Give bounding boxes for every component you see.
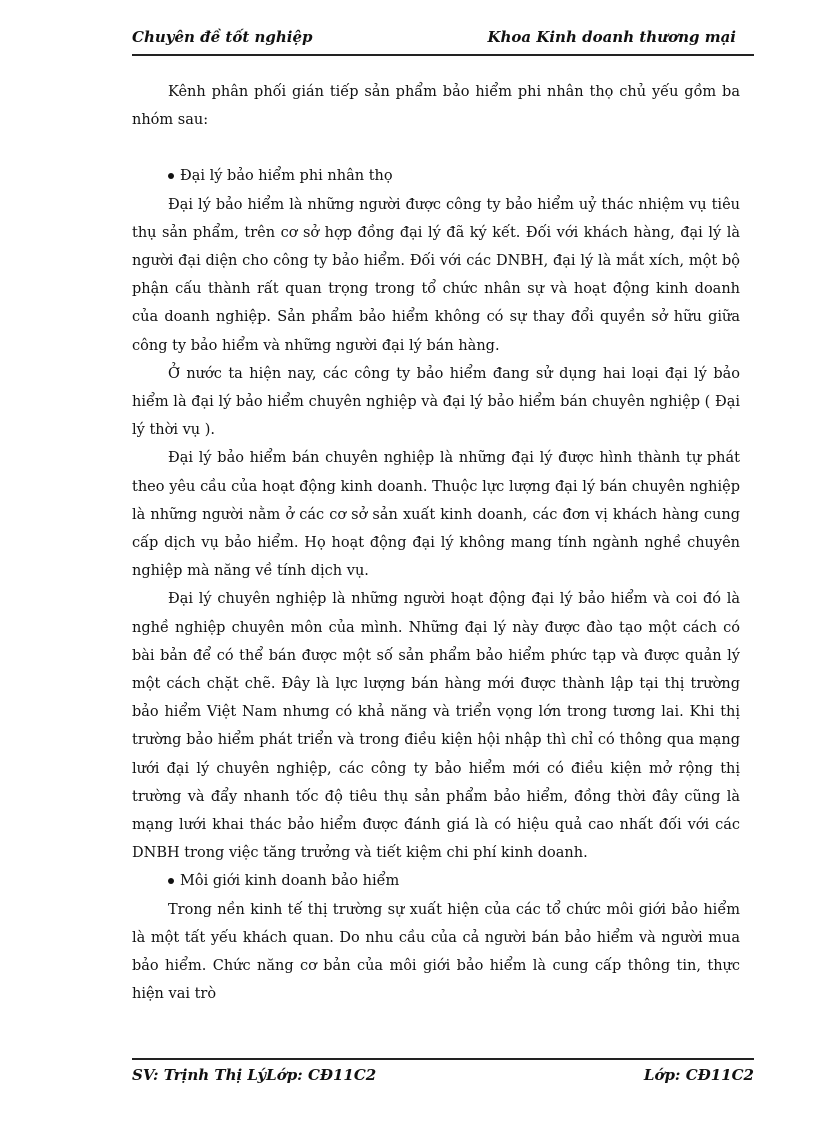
header-divider (132, 54, 754, 56)
bullet-item-brokerage (132, 867, 740, 895)
paragraph-brokerage: Trong nền kinh tế thị trường sự xuất hiện của các tổ chức môi giới bảo hiểm là một tất yếu khách quan. Do nhu cầu của cả người bán bảo hiểm và người mua bảo hiểm. Chức năng cơ bản của môi giới bảo hiểm là cung cấp thông tin, thực hiện vai trò (132, 901, 740, 1003)
intro-paragraph: Kênh phân phối gián tiếp sản phẩm bảo hiểm phi nhân thọ chủ yếu gồm ba nhóm sau: (132, 84, 740, 129)
bullet-label: Môi giới kinh doanh bảo hiểm (180, 873, 400, 890)
paragraph-professional: Đại lý chuyên nghiệp là những người hoạt động đại lý bảo hiểm và coi đó là nghề nghiệp chuyên môn của mình. Những đại lý này được đào tạo một cách có bài bản để có thể bán được một số sản phẩm bảo hiểm phức tạp và được quản lý một cách chặt chẽ. Đây là lực lượng bán hàng mới được thành lập tại thị trường bảo hiểm Việt Nam nhưng có khả năng và triển vọng lớn trong tương lai. Khi thị trường bảo hiểm phát triển và trong điều kiện hội nhập thì chỉ có thông qua mạng lưới đại lý chuyên nghiệp, các công ty bảo hiểm mới có điều kiện mở rộng thị trường và đẩy nhanh tốc độ tiêu thụ sản phẩm bảo hiểm, đồng thời đây cũng là mạng lưới khai thác bảo hiểm được đánh giá là có hiệu quả cao nhất đối với các DNBH trong việc tăng trưởng và tiết kiệm chi phí kinh doanh. (132, 591, 740, 862)
paragraph-semi-professional: Đại lý bảo hiểm bán chuyên nghiệp là những đại lý được hình thành tự phát theo yêu cầu của hoạt động kinh doanh. Thuộc lực lượng đại lý bán chuyên nghiệp là những người nằm ở các cơ sở sản xuất kinh doanh, các đơn vị khách hàng cung cấp dịch vụ bảo hiểm. Họ hoạt động đại lý không mang tính ngành nghề chuyên nghiệp mà năng về tính dịch vụ. (132, 450, 740, 580)
bullet-icon (168, 173, 174, 179)
document-body (132, 78, 740, 1009)
blank-line (132, 134, 740, 162)
bullet-item-agents (132, 162, 740, 190)
page-footer (132, 1066, 754, 1090)
page-header (132, 28, 752, 52)
footer-divider (132, 1058, 754, 1060)
paragraph-agent-types: Ở nước ta hiện nay, các công ty bảo hiểm đang sử dụng hai loại đại lý bảo hiểm là đại lý bảo hiểm chuyên nghiệp và đại lý bảo hiểm bán chuyên nghiệp ( Đại lý thời vụ ). (132, 365, 740, 439)
header-thesis-title: Chuyên đề tốt nghiệp (132, 28, 313, 46)
bullet-label: Đại lý bảo hiểm phi nhân thọ (180, 168, 393, 185)
paragraph-agent-definition: Đại lý bảo hiểm là những người được công ty bảo hiểm uỷ thác nhiệm vụ tiêu thụ sản phẩm, trên cơ sở hợp đồng đại lý đã ký kết. Đối với khách hàng, đại lý là người đại diện cho công ty bảo hiểm. Đối với các DNBH, đại lý là mắt xích, một bộ phận cấu thành rất quan trọng trong tổ chức nhân sự và hoạt động kinh doanh của doanh nghiệp. Sản phẩm bảo hiểm không có sự thay đổi quyền sở hữu giữa công ty bảo hiểm và những người đại lý bán hàng. (132, 196, 740, 354)
footer-student: SV: Trịnh Thị LýLớp: CĐ11C2 (132, 1066, 377, 1084)
bullet-icon (168, 878, 174, 884)
header-faculty: Khoa Kinh doanh thương mại (487, 28, 736, 46)
footer-class: Lớp: CĐ11C2 (643, 1066, 754, 1084)
